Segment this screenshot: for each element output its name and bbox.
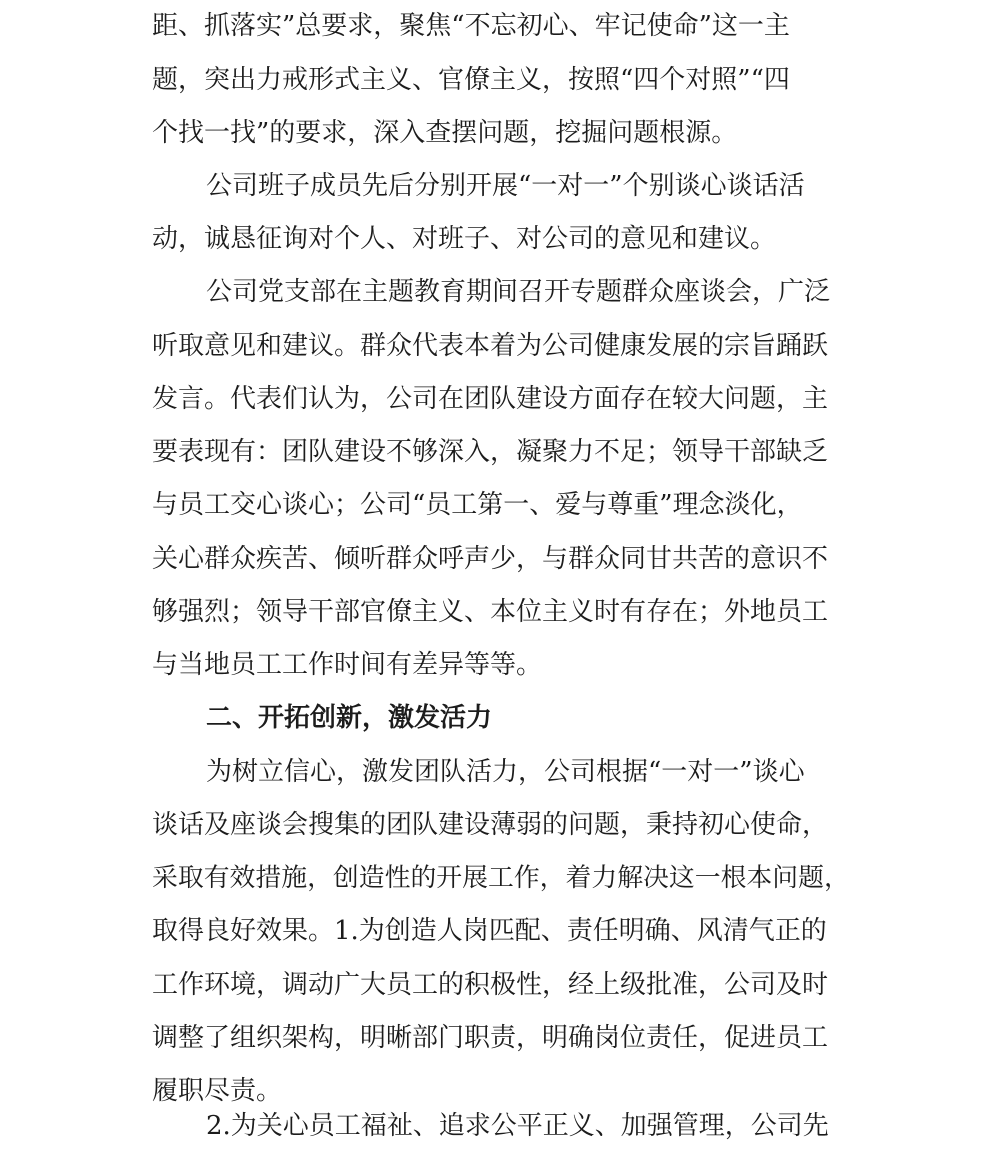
paragraph-line: 采取有效措施，创造性的开展工作，着力解决这一根本问题， — [152, 863, 850, 893]
paragraph-line: 与当地员工工作时间有差异等等。 — [152, 650, 543, 680]
paragraph-line: 发言。代表们认为，公司在团队建设方面存在较大问题，主 — [152, 384, 829, 414]
paragraph-line: 谈话及座谈会搜集的团队建设薄弱的问题，秉持初心使命， — [152, 810, 829, 840]
paragraph-line: 公司班子成员先后分别开展“一对一”个别谈心谈话活 — [206, 171, 805, 201]
paragraph-line: 关心群众疾苦、倾听群众呼声少，与群众同甘共苦的意识不 — [152, 544, 829, 574]
paragraph-line: 动，诚恳征询对个人、对班子、对公司的意见和建议。 — [152, 224, 777, 254]
paragraph-line: 听取意见和建议。群众代表本着为公司健康发展的宗旨踊跃 — [152, 331, 829, 361]
paragraph-line: 个找一找”的要求，深入查摆问题，挖掘问题根源。 — [152, 118, 738, 148]
paragraph-line: 够强烈；领导干部官僚主义、本位主义时有存在；外地员工 — [152, 597, 829, 627]
paragraph-line: 距、抓落实”总要求，聚焦“不忘初心、牢记使命”这一主 — [152, 11, 790, 41]
paragraph-line: 2.为关心员工福祉、追求公平正义、加强管理，公司先 — [206, 1111, 829, 1141]
paragraph-line: 工作环境，调动广大员工的积极性，经上级批准，公司及时 — [152, 970, 829, 1000]
section-heading: 二、开拓创新，激发活力 — [206, 703, 493, 733]
paragraph-line: 为树立信心，激发团队活力，公司根据“一对一”谈心 — [206, 757, 805, 787]
paragraph-line: 与员工交心谈心；公司“员工第一、爱与尊重”理念淡化， — [152, 490, 803, 520]
paragraph-line: 调整了组织架构，明晰部门职责，明确岗位责任，促进员工 — [152, 1023, 829, 1053]
paragraph-line: 题，突出力戒形式主义、官僚主义，按照“四个对照”“四 — [152, 65, 790, 95]
paragraph-line: 履职尽责。 — [152, 1076, 283, 1106]
paragraph-line: 公司党支部在主题教育期间召开专题群众座谈会，广泛 — [206, 277, 831, 307]
paragraph-line: 取得良好效果。1.为创造人岗匹配、责任明确、风清气正的 — [152, 916, 827, 946]
paragraph-line: 要表现有：团队建设不够深入，凝聚力不足；领导干部缺乏 — [152, 437, 829, 467]
